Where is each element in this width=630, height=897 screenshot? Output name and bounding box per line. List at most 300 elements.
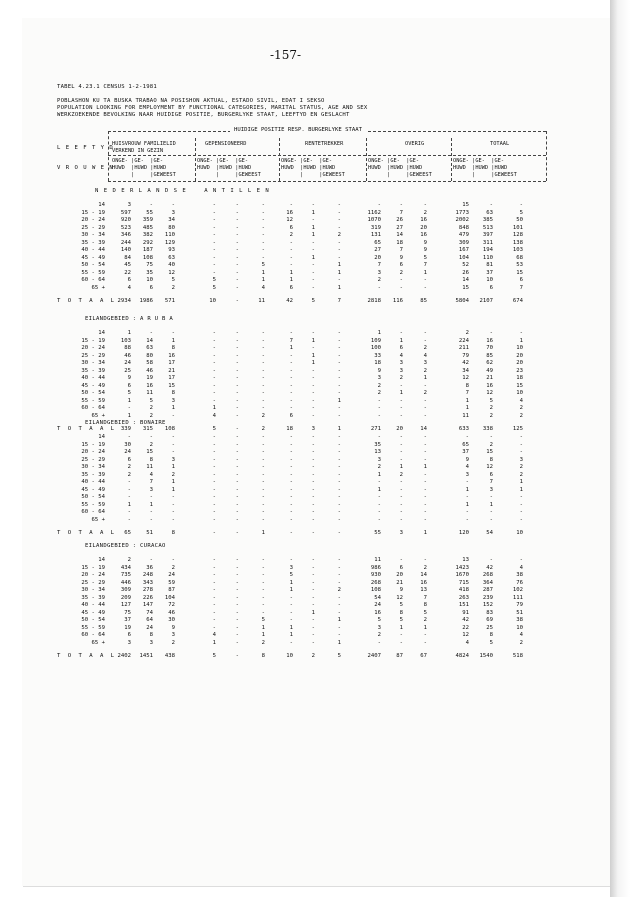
- table-cell: -: [289, 382, 293, 389]
- table-cell: -: [289, 479, 293, 485]
- table-cell: 2: [399, 375, 403, 381]
- table-cell: -: [289, 557, 293, 563]
- table-cell: 1: [311, 337, 315, 344]
- table-cell: -: [212, 602, 216, 608]
- table-cell: -: [337, 456, 341, 463]
- table-cell: 3: [377, 624, 381, 631]
- table-cell: 138: [512, 239, 523, 246]
- table-cell: 9: [423, 239, 427, 246]
- table-cell: 5: [489, 639, 493, 646]
- table-cell: -: [289, 456, 293, 463]
- table-cell: 16: [486, 382, 493, 389]
- table-cell: 2: [377, 464, 381, 470]
- sub-huisvrouw: ONGE- |GE- |GE- HUWD |HUWD |HUWD | |GEWEEST: [112, 158, 176, 178]
- total-label: T O T A A L: [57, 426, 117, 432]
- table-cell: -: [171, 434, 175, 440]
- table-cell: -: [235, 232, 239, 238]
- table-cell: -: [212, 337, 216, 344]
- table-cell: -: [289, 202, 293, 208]
- age-label: 50 - 54: [81, 262, 105, 268]
- table-cell: 101: [512, 224, 523, 231]
- table-cell: -: [311, 479, 315, 485]
- table-cell: 72: [168, 602, 175, 608]
- table-cell: -: [311, 405, 315, 411]
- table-cell: 6: [127, 632, 131, 638]
- table-cell: 2: [377, 390, 381, 396]
- table-cell: 9: [399, 587, 403, 593]
- table-cell: -: [311, 579, 315, 586]
- table-cell: 15: [168, 382, 175, 389]
- table-cell: -: [311, 247, 315, 253]
- table-cell: -: [212, 367, 216, 374]
- table-cell: 8: [489, 456, 493, 463]
- table-cell: 14: [420, 426, 427, 432]
- table-cell: 20: [374, 254, 381, 261]
- table-cell: -: [311, 464, 315, 470]
- table-cell: 51: [516, 609, 523, 616]
- table-cell: 1: [127, 501, 131, 508]
- total-row: [57, 653, 557, 660]
- table-cell: -: [149, 516, 153, 523]
- table-cell: 5: [423, 609, 427, 616]
- table-cell: -: [311, 471, 315, 478]
- table-cell: 2: [337, 587, 341, 593]
- table-cell: 18: [374, 360, 381, 366]
- table-cell: -: [235, 617, 239, 623]
- table-cell: 2: [261, 426, 265, 432]
- table-cell: 147: [142, 602, 153, 608]
- table-cell: 16: [168, 352, 175, 359]
- table-cell: -: [337, 449, 341, 455]
- table-cell: 10: [486, 277, 493, 283]
- table-cell: 5: [519, 209, 523, 216]
- table-cell: 224: [458, 337, 469, 344]
- age-label: 55 - 59: [81, 624, 105, 631]
- table-cell: -: [337, 254, 341, 261]
- table-cell: 7: [519, 284, 523, 291]
- table-cell: 1: [261, 277, 265, 283]
- table-cell: -: [235, 330, 239, 336]
- table-cell: 24: [374, 602, 381, 608]
- table-cell: -: [311, 587, 315, 593]
- table-cell: -: [423, 632, 427, 638]
- table-cell: 15: [486, 449, 493, 455]
- table-cell: -: [519, 494, 523, 500]
- table-cell: 8: [171, 345, 175, 351]
- group-huisvrouw: HUISVROUW FAMILIELID VERKEND IN GEZIN: [112, 141, 176, 154]
- table-cell: 36: [146, 564, 153, 571]
- table-cell: -: [519, 501, 523, 508]
- table-cell: 22: [462, 624, 469, 631]
- table-cell: 315: [142, 426, 153, 432]
- table-cell: 3: [399, 360, 403, 366]
- table-cell: 5: [399, 602, 403, 608]
- table-cell: -: [149, 494, 153, 500]
- table-cell: 359: [142, 217, 153, 223]
- table-cell: 5: [377, 617, 381, 623]
- table-cell: -: [212, 224, 216, 231]
- table-cell: 6: [127, 456, 131, 463]
- table-cell: -: [377, 501, 381, 508]
- age-label: 15 - 19: [81, 209, 105, 216]
- table-cell: -: [235, 277, 239, 283]
- table-cell: 7: [337, 298, 341, 304]
- table-cell: -: [235, 434, 239, 440]
- table-row: [57, 255, 557, 262]
- table-cell: 1: [149, 501, 153, 508]
- table-cell: 3: [399, 367, 403, 374]
- table-cell: -: [235, 390, 239, 396]
- table-cell: -: [212, 441, 216, 448]
- table-cell: -: [311, 345, 315, 351]
- table-row: [57, 285, 557, 292]
- table-cell: 3: [377, 269, 381, 276]
- table-cell: -: [311, 412, 315, 419]
- table-cell: 55: [374, 530, 381, 536]
- table-cell: -: [311, 434, 315, 440]
- table-row: [57, 572, 557, 579]
- table-cell: 1: [311, 209, 315, 216]
- group-gepensioneerd: GEPENSIONEERD: [205, 141, 247, 147]
- table-cell: 42: [462, 360, 469, 366]
- table-cell: -: [212, 269, 216, 276]
- table-cell: 244: [120, 239, 131, 246]
- table-cell: -: [212, 390, 216, 396]
- table-cell: -: [261, 471, 265, 478]
- table-cell: 1: [399, 464, 403, 470]
- table-cell: 151: [458, 602, 469, 608]
- age-label: 50 - 54: [81, 617, 105, 623]
- table-cell: 4: [212, 632, 216, 638]
- table-cell: -: [235, 602, 239, 608]
- table-cell: 211: [458, 345, 469, 351]
- table-cell: 76: [516, 579, 523, 586]
- age-label: 20 - 24: [81, 345, 105, 351]
- table-cell: 10: [516, 390, 523, 396]
- table-cell: 125: [512, 426, 523, 432]
- table-cell: 6: [399, 564, 403, 571]
- age-label: 25 - 29: [81, 224, 105, 231]
- table-cell: 1: [377, 471, 381, 478]
- table-cell: 446: [120, 579, 131, 586]
- table-cell: -: [235, 360, 239, 366]
- table-cell: -: [399, 449, 403, 455]
- table-cell: -: [423, 494, 427, 500]
- table-cell: -: [261, 209, 265, 216]
- table-row: [57, 565, 557, 572]
- table-cell: -: [235, 247, 239, 253]
- table-cell: -: [377, 202, 381, 208]
- table-row: [57, 210, 557, 217]
- table-row: [57, 487, 557, 494]
- table-cell: -: [399, 330, 403, 336]
- table-cell: 1: [289, 579, 293, 586]
- table-cell: 1: [212, 405, 216, 411]
- table-cell: 2934: [117, 298, 131, 304]
- age-label: 25 - 29: [81, 352, 105, 359]
- table-cell: -: [337, 360, 341, 366]
- table-cell: 4: [149, 471, 153, 478]
- table-cell: 1: [337, 639, 341, 646]
- table-cell: 6: [519, 277, 523, 283]
- table-cell: -: [289, 375, 293, 381]
- table-cell: 6: [289, 284, 293, 291]
- table-cell: 14: [420, 572, 427, 578]
- table-cell: -: [311, 277, 315, 283]
- table-cell: 1986: [139, 298, 153, 304]
- table-cell: 848: [458, 224, 469, 231]
- table-cell: -: [212, 516, 216, 523]
- table-cell: -: [337, 390, 341, 396]
- table-cell: 17: [168, 360, 175, 366]
- table-cell: 1: [519, 479, 523, 485]
- table-cell: 8: [171, 390, 175, 396]
- table-cell: -: [337, 464, 341, 470]
- table-cell: -: [289, 501, 293, 508]
- table-cell: -: [423, 284, 427, 291]
- table-cell: -: [261, 479, 265, 485]
- table-cell: -: [235, 486, 239, 493]
- table-cell: 2: [337, 232, 341, 238]
- table-cell: -: [212, 486, 216, 493]
- table-cell: -: [519, 557, 523, 563]
- table-cell: -: [212, 624, 216, 631]
- table-cell: -: [212, 232, 216, 238]
- table-cell: -: [399, 632, 403, 638]
- table-cell: 2: [377, 382, 381, 389]
- age-label: 55 - 59: [81, 501, 105, 508]
- table-cell: 6: [489, 471, 493, 478]
- table-cell: 103: [120, 337, 131, 344]
- section-title: EILANDGEBIED : CURACAO: [85, 543, 166, 549]
- table-cell: 1670: [455, 572, 469, 578]
- table-cell: 40: [168, 262, 175, 268]
- table-cell: -: [289, 367, 293, 374]
- table-cell: 24: [124, 360, 131, 366]
- header-divider: [366, 138, 367, 181]
- table-row: [57, 617, 557, 624]
- table-cell: 3: [519, 456, 523, 463]
- table-cell: -: [337, 530, 341, 536]
- table-cell: -: [489, 434, 493, 440]
- table-cell: -: [311, 375, 315, 381]
- table-cell: 3: [289, 564, 293, 571]
- table-cell: 5: [212, 284, 216, 291]
- table-cell: -: [261, 397, 265, 404]
- table-cell: 2: [171, 564, 175, 571]
- table-cell: 15: [146, 449, 153, 455]
- table-cell: 49: [486, 367, 493, 374]
- table-cell: 4824: [455, 653, 469, 659]
- table-cell: 268: [370, 579, 381, 586]
- table-cell: -: [399, 441, 403, 448]
- table-cell: 2: [423, 367, 427, 374]
- table-cell: -: [337, 602, 341, 608]
- table-cell: 34: [168, 217, 175, 223]
- table-cell: -: [465, 434, 469, 440]
- table-cell: -: [235, 405, 239, 411]
- table-cell: -: [289, 602, 293, 608]
- table-cell: -: [212, 209, 216, 216]
- table-row: [57, 442, 557, 449]
- age-label: 40 - 44: [81, 375, 105, 381]
- header-divider: [108, 131, 109, 181]
- table-cell: 17: [168, 375, 175, 381]
- age-label: 60 - 64: [81, 509, 105, 515]
- table-cell: -: [261, 345, 265, 351]
- table-row: [57, 398, 557, 405]
- table-cell: 15: [516, 382, 523, 389]
- table-cell: -: [235, 397, 239, 404]
- table-cell: 226: [142, 594, 153, 601]
- table-cell: -: [337, 441, 341, 448]
- table-cell: -: [337, 345, 341, 351]
- table-cell: 2: [171, 284, 175, 291]
- table-cell: -: [377, 284, 381, 291]
- table-cell: 364: [482, 579, 493, 586]
- table-cell: 9: [423, 247, 427, 253]
- table-cell: -: [519, 509, 523, 515]
- table-cell: -: [127, 516, 131, 523]
- table-cell: 2: [519, 639, 523, 646]
- table-cell: -: [289, 239, 293, 246]
- table-cell: -: [337, 209, 341, 216]
- table-cell: 309: [120, 587, 131, 593]
- table-cell: 5: [261, 262, 265, 268]
- table-cell: 7: [377, 262, 381, 268]
- table-cell: -: [377, 412, 381, 419]
- age-label: 15 - 19: [81, 441, 105, 448]
- table-cell: -: [423, 557, 427, 563]
- table-cell: -: [377, 639, 381, 646]
- table-cell: 1: [519, 486, 523, 493]
- total-row: [57, 298, 557, 305]
- table-cell: -: [311, 269, 315, 276]
- table-cell: 1: [171, 479, 175, 485]
- table-cell: 103: [512, 247, 523, 253]
- table-cell: 10: [146, 277, 153, 283]
- table-cell: 268: [482, 572, 493, 578]
- table-cell: 2: [399, 471, 403, 478]
- table-row: [57, 277, 557, 284]
- age-label: 50 - 54: [81, 494, 105, 500]
- table-cell: -: [311, 217, 315, 223]
- table-cell: 597: [120, 209, 131, 216]
- table-cell: -: [399, 202, 403, 208]
- table-cell: 418: [458, 587, 469, 593]
- group-overig: OVERIG: [405, 141, 425, 147]
- table-cell: -: [423, 277, 427, 283]
- age-label: 15 - 19: [81, 337, 105, 344]
- table-cell: 111: [512, 594, 523, 601]
- table-cell: -: [489, 516, 493, 523]
- table-cell: -: [399, 382, 403, 389]
- sub-rentetrekker: ONGE- |GE- |GE- HUWD |HUWD |HUWD | |GEWEEST: [281, 158, 345, 178]
- table-cell: -: [212, 464, 216, 470]
- table-cell: -: [171, 557, 175, 563]
- table-cell: -: [212, 617, 216, 623]
- table-cell: 1: [311, 224, 315, 231]
- table-cell: 62: [486, 360, 493, 366]
- table-cell: -: [261, 572, 265, 578]
- table-cell: -: [311, 624, 315, 631]
- table-cell: 129: [164, 239, 175, 246]
- table-cell: -: [311, 617, 315, 623]
- table-cell: -: [289, 397, 293, 404]
- table-cell: -: [423, 202, 427, 208]
- age-label: 55 - 59: [81, 397, 105, 404]
- table-cell: -: [311, 239, 315, 246]
- table-cell: 46: [168, 609, 175, 616]
- table-cell: -: [423, 501, 427, 508]
- table-cell: -: [261, 367, 265, 374]
- table-cell: -: [311, 509, 315, 515]
- table-cell: 93: [168, 247, 175, 253]
- table-cell: 16: [374, 609, 381, 616]
- table-cell: -: [261, 587, 265, 593]
- table-cell: 1: [261, 624, 265, 631]
- table-cell: 1: [311, 254, 315, 261]
- age-label: 35 - 39: [81, 594, 105, 601]
- table-row: [57, 640, 557, 647]
- table-cell: -: [289, 434, 293, 440]
- table-cell: 35: [146, 269, 153, 276]
- table-cell: -: [399, 509, 403, 515]
- table-cell: 19: [146, 375, 153, 381]
- table-cell: -: [212, 247, 216, 253]
- table-cell: 12: [168, 269, 175, 276]
- age-label: 40 - 44: [81, 602, 105, 608]
- table-cell: 8: [423, 602, 427, 608]
- table-cell: 131: [370, 232, 381, 238]
- title-papiamentu: POBLASHON KU TA BUSKA TRABAO NA POSISHON AKTUAL, ESTADO SIVIL, EDAT I SEKSO: [57, 98, 325, 104]
- table-cell: 1: [423, 464, 427, 470]
- table-cell: 20: [396, 572, 403, 578]
- table-row: [57, 225, 557, 232]
- table-cell: -: [261, 352, 265, 359]
- table-cell: 1: [337, 262, 341, 268]
- table-cell: 2: [423, 390, 427, 396]
- table-cell: -: [489, 330, 493, 336]
- table-cell: 79: [462, 352, 469, 359]
- table-cell: -: [519, 434, 523, 440]
- table-cell: -: [261, 434, 265, 440]
- table-cell: 485: [142, 224, 153, 231]
- table-cell: 24: [168, 572, 175, 578]
- table-cell: 6: [289, 224, 293, 231]
- total-label: T O T A A L: [57, 653, 117, 659]
- table-cell: 1: [399, 624, 403, 631]
- table-cell: 30: [124, 441, 131, 448]
- table-cell: -: [289, 360, 293, 366]
- table-cell: -: [261, 557, 265, 563]
- header-rule-bottom: [108, 181, 546, 182]
- table-cell: 7: [423, 262, 427, 268]
- table-cell: 24: [146, 624, 153, 631]
- age-label: 60 - 64: [81, 277, 105, 283]
- table-cell: -: [235, 516, 239, 523]
- table-cell: 87: [168, 587, 175, 593]
- table-row: [57, 360, 557, 367]
- table-cell: -: [171, 412, 175, 419]
- total-label: T O T A A L: [57, 298, 117, 304]
- table-cell: 14: [462, 277, 469, 283]
- table-cell: 2002: [455, 217, 469, 223]
- age-label: 30 - 34: [81, 232, 105, 238]
- table-cell: 5: [212, 277, 216, 283]
- table-cell: 2: [311, 653, 315, 659]
- table-cell: 108: [142, 254, 153, 261]
